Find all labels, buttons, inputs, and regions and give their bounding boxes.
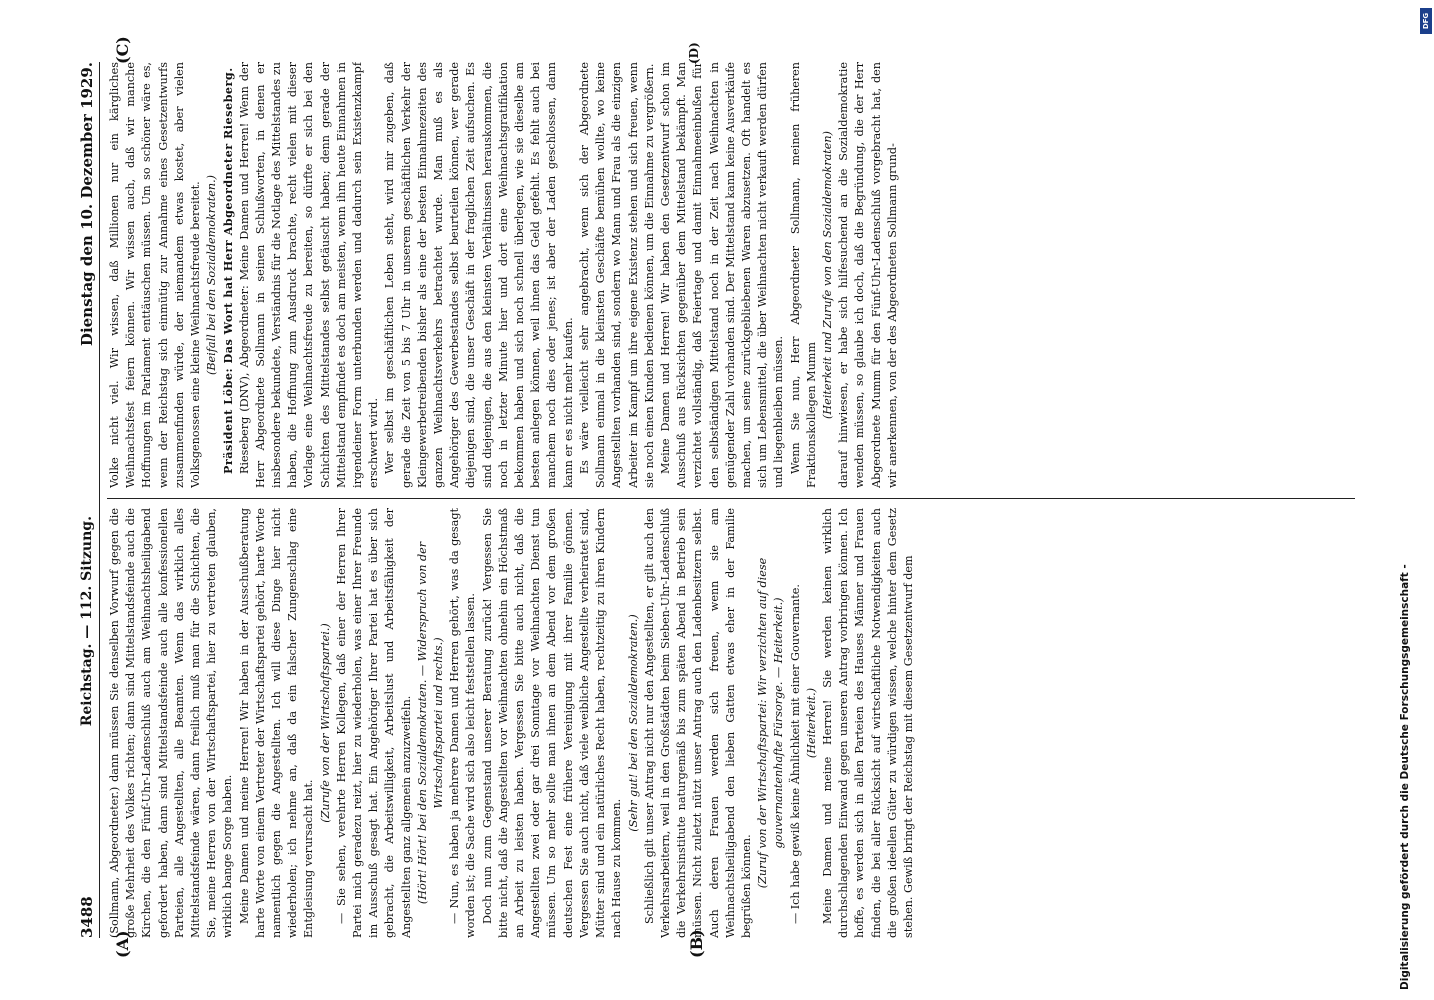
page-number: 3488	[78, 896, 96, 938]
paragraph: — Sie sehen, verehrte Herren Kollegen, daß einer der Herren Ihrer Partei mich geradezu reizt, hier zu wiederholen, was einer Ihrer Freunde im Ausschuß gesagt hat. Ein Angehöriger Ihrer Partei hat es über sich gebracht, die Arbeitswilligkeit, Arbeitslust und Arbeitsfähigkeit der Angestellten ganz allgemein anzuzweifeln.	[334, 508, 413, 938]
paragraph: Meine Damen und Herren! Wir haben den Gesetzentwurf schon im Ausschuß aus Rücksichten gegenüber dem Mittelstand bekämpft. Man verzichtet vollständig, daß Feiertage und damit Einnahmeeinbußen für den selbständigen Mittelstand noch in der Zeit nach Weihnachten in genügender Zahl vorhanden sind. Der Mittelstand kann keine Ausverkäufe machen, um seine zurückgebliebenen Waren abzusetzen. Oft handelt es sich um Lebensmittel, die über Weihnachten nicht verkauft werden dürfen und liegenbleiben müssen.	[658, 62, 786, 488]
paragraph: (Sollmann, Abgeordneter.) dann müssen Sie denselben Vorwurf gegen die große Mehrheit des Volkes richten; dann sind Mittelstandsfeinde auch die Kirchen, die den Fünf-Uhr-Ladenschluß auch am Weihnachtsheiligabend gefordert haben, dann sind Mittelstandsfeinde auch alle konfessionellen Parteien, alle Angestellten, alle Beamten. Wenn das wirklich alles Mittelstandsfeinde wären, dann freilich muß man für die Schichten, die Sie, meine Herren von der Wirtschaftspartei, hier zu vertreten glauben, wirklich bange Sorge haben.	[108, 508, 235, 938]
right-column	[107, 62, 1355, 488]
interjection: (Heiterkeit.)	[804, 687, 818, 759]
paragraph: Doch nun zum Gegenstand unserer Beratung zurück! Vergessen Sie bitte nicht, daß die Angestellten vor Weihnachten ohnehin ein Höchstmaß an Arbeit zu leisten haben. Vergessen Sie bitte auch nicht, daß die Angestellten zwei oder gar drei Sonntage vor Weihnachten Dienst tun müssen. Um so mehr sollte man ihnen an dem Abend vor dem großen deutschen Fest eine frühere Vereinigung mit ihrer Familie gönnen. Vergessen Sie auch nicht, daß viele weibliche Angestellte verheiratet sind, Mütter sind und ein natürliches Recht haben, rechtzeitig zu ihren Kindern nach Hause zu kommen.	[480, 508, 624, 938]
dfg-logo	[1420, 8, 1432, 34]
paragraph: — Nun, es haben ja mehrere Damen und Herren gehört, was da gesagt worden ist; die Sache wird sich also leicht feststellen lassen.	[448, 508, 478, 938]
margin-mark-a: (A)	[113, 930, 132, 958]
interjection: (Beifall bei den Sozialdemokraten.)	[205, 174, 219, 376]
margin-mark-c: (C)	[113, 36, 132, 64]
paragraph: darauf hinwiesen, er habe sich hilfesuchend an die Sozialdemokratie wenden müssen, so glaube ich doch, daß die Begründung, die der Herr Abgeordnete Mumm für den Fünf-Uhr-Ladenschluß vorgebracht hat, den wir anerkennen, von der des Abgeordneten Sollmann grund-	[837, 62, 899, 488]
paragraph: Schließlich gilt unser Antrag nicht nur den Angestellten, er gilt auch den Verkehrsarbeitern, weil in den Großstädten beim Sieben-Uhr-Ladenschluß die Verkehrsinstitute naturgemäß bis zum späten Abend in Betrieb sein müssen. Nicht zuletzt nützt unser Antrag auch den Ladenbesitzern selbst. Auch deren Frauen werden sich freuen, wenn sie am Weihnachtsheiligabend den lieben Gatten etwas eher in der Familie begrüßen können.	[642, 508, 753, 938]
paragraph: Meine Damen und meine Herren! Wir haben in der Ausschußberatung harte Worte von einem Vertreter der Wirtschaftspartei gehört, harte Worte namentlich gegen die Angestellten. Ich will diese Dinge hier nicht wiederholen; ich nehme an, daß da ein falscher Zungenschlag eine Entgleisung verursacht hat.	[237, 508, 316, 938]
paragraph: — Ich habe gewiß keine Ähnlichkeit mit einer Gouvernante.	[788, 584, 802, 924]
margin-mark-b: (B)	[687, 929, 706, 958]
speaker-paragraph: Präsident Löbe: Das Wort hat Herr Abgeordneter Rieseberg.	[221, 67, 236, 474]
page-header	[75, 62, 100, 938]
left-column	[107, 508, 1355, 938]
margin-mark-d: (D)	[687, 42, 701, 64]
paragraph: Es wäre vielleicht sehr angebracht, wenn sich der Abgeordnete Sollmann einmal in die kleinsten Geschäfte bemühen wollte, wo keine Angestellten vorhanden sind, sondern wo Mann und Frau als die einzigen Arbeiter im Kampf um ihre eigene Existenz stehen und sich freuen, wenn sie noch einen Kunden bedienen können, um die Einnahme zu vergrößern.	[577, 62, 656, 488]
column-divider	[107, 498, 1355, 499]
speaker-paragraph: Rieseberg (DNV), Abgeordneter: Meine Damen und Herren! Wenn der Herr Abgeordnete Sollmann in seinen Schlußworten, in denen er insbesondere bekundete, Verständnis für die Notlage des Mittelstandes zu haben, die Hoffnung zum Ausdruck brachte, recht vielen mit dieser Vorlage eine Weihnachtsfreude zu bereiten, so dürfte er sich bei den Schichten des Mittelstandes selbst getäuscht haben; denn gerade der Mittelstand empfindet es doch am meisten, wenn ihm heute Einnahmen in irgendeiner Form unterbunden werden und dadurch sein Existenzkampf erschwert wird.	[237, 62, 381, 488]
header-date: Dienstag den 10. Dezember 1929.	[78, 62, 96, 347]
interjection: (Zurufe von der Wirtschaftspartei.)	[318, 623, 332, 823]
digitization-credit: Digitalisierung gefördert durch die Deutsche Forschungsgemeinschaft -	[1399, 564, 1411, 990]
page-body	[67, 36, 1367, 960]
interjection: (Sehr gut! bei den Sozialdemokraten.)	[626, 614, 640, 832]
header-session-title: Reichstag. — 112. Sitzung.	[79, 516, 95, 727]
dfg-logo-text: DFG	[1422, 12, 1430, 30]
paragraph: Meine Damen und meine Herren! Sie werden keinen wirklich durchschlagenden Einwand gegen unseren Antrag vorbringen können. Ich hoffe, es werden sich in allen Parteien des Hauses Männer und Frauen finden, die bei aller Rücksicht auf wirtschaftliche Notwendigkeiten auch die großen ideellen Güter zu würdigen wissen, welche hinter dem Gesetz stehen. Gewiß bringt der Reichstag mit diesem Gesetzentwurf dem	[820, 508, 915, 938]
paragraph: Volke nicht viel. Wir wissen, daß Millionen nur ein kärgliches Weihnachtsfest feiern können. Wir wissen auch, daß wir manche Hoffnungen im Parlament enttäuschen müssen. Um so schöner wäre es, wenn der Reichstag sich einmütig zur Annahme eines Gesetzentwurfs zusammenfinden würde, der niemandem etwas kostet, aber vielen Volksgenossen eine kleine Weihnachtsfreude bereitet.	[108, 62, 203, 488]
interjection: (Zuruf von der Wirtschaftspartei: Wir verzichten auf diese gouvernantenhafte Fürsorge. — Heiterkeit.)	[756, 557, 786, 889]
paragraph: Wer selbst im geschäftlichen Leben steht, wird mir zugeben, daß gerade die Zeit von 5 bis 7 Uhr in unserem geschäftlichen Verkehr der Kleingewerbetreibenden bisher als eine der besten Einnahmezeiten des ganzen Weihnachtsverkehrs betrachtet wurde. Man muß es als Angehöriger des Gewerbestandes selbst beurteilen können, wer gerade diejenigen sind, die unser Geschäft in der fraglichen Zeit aufsuchen. Es sind diejenigen, die aus den kleinsten Verhältnissen herauskommen, die noch in letzter Minute hier und dort eine Weihnachtsgratifikation bekommen haben und sich noch schnell überlegen, wie sie dieselbe am besten anlegen können, weil ihnen das Geld gefehlt. Es fehlt auch bei manchem noch dies oder jenes; ist aber der Laden geschlossen, dann kann er es nicht mehr kaufen.	[383, 62, 575, 488]
paragraph: Wenn Sie nun, Herr Abgeordneter Sollmann, meinen früheren Fraktionskollegen Mumm	[788, 62, 818, 488]
interjection: (Heiterkeit und Zurufe von den Sozialdemokraten)	[820, 131, 834, 419]
interjection: (Hört! Hört! bei den Sozialdemokraten. — Widerspruch von der Wirtschaftspartei und rechts.)	[415, 541, 446, 905]
rotated-page	[67, 36, 1367, 960]
